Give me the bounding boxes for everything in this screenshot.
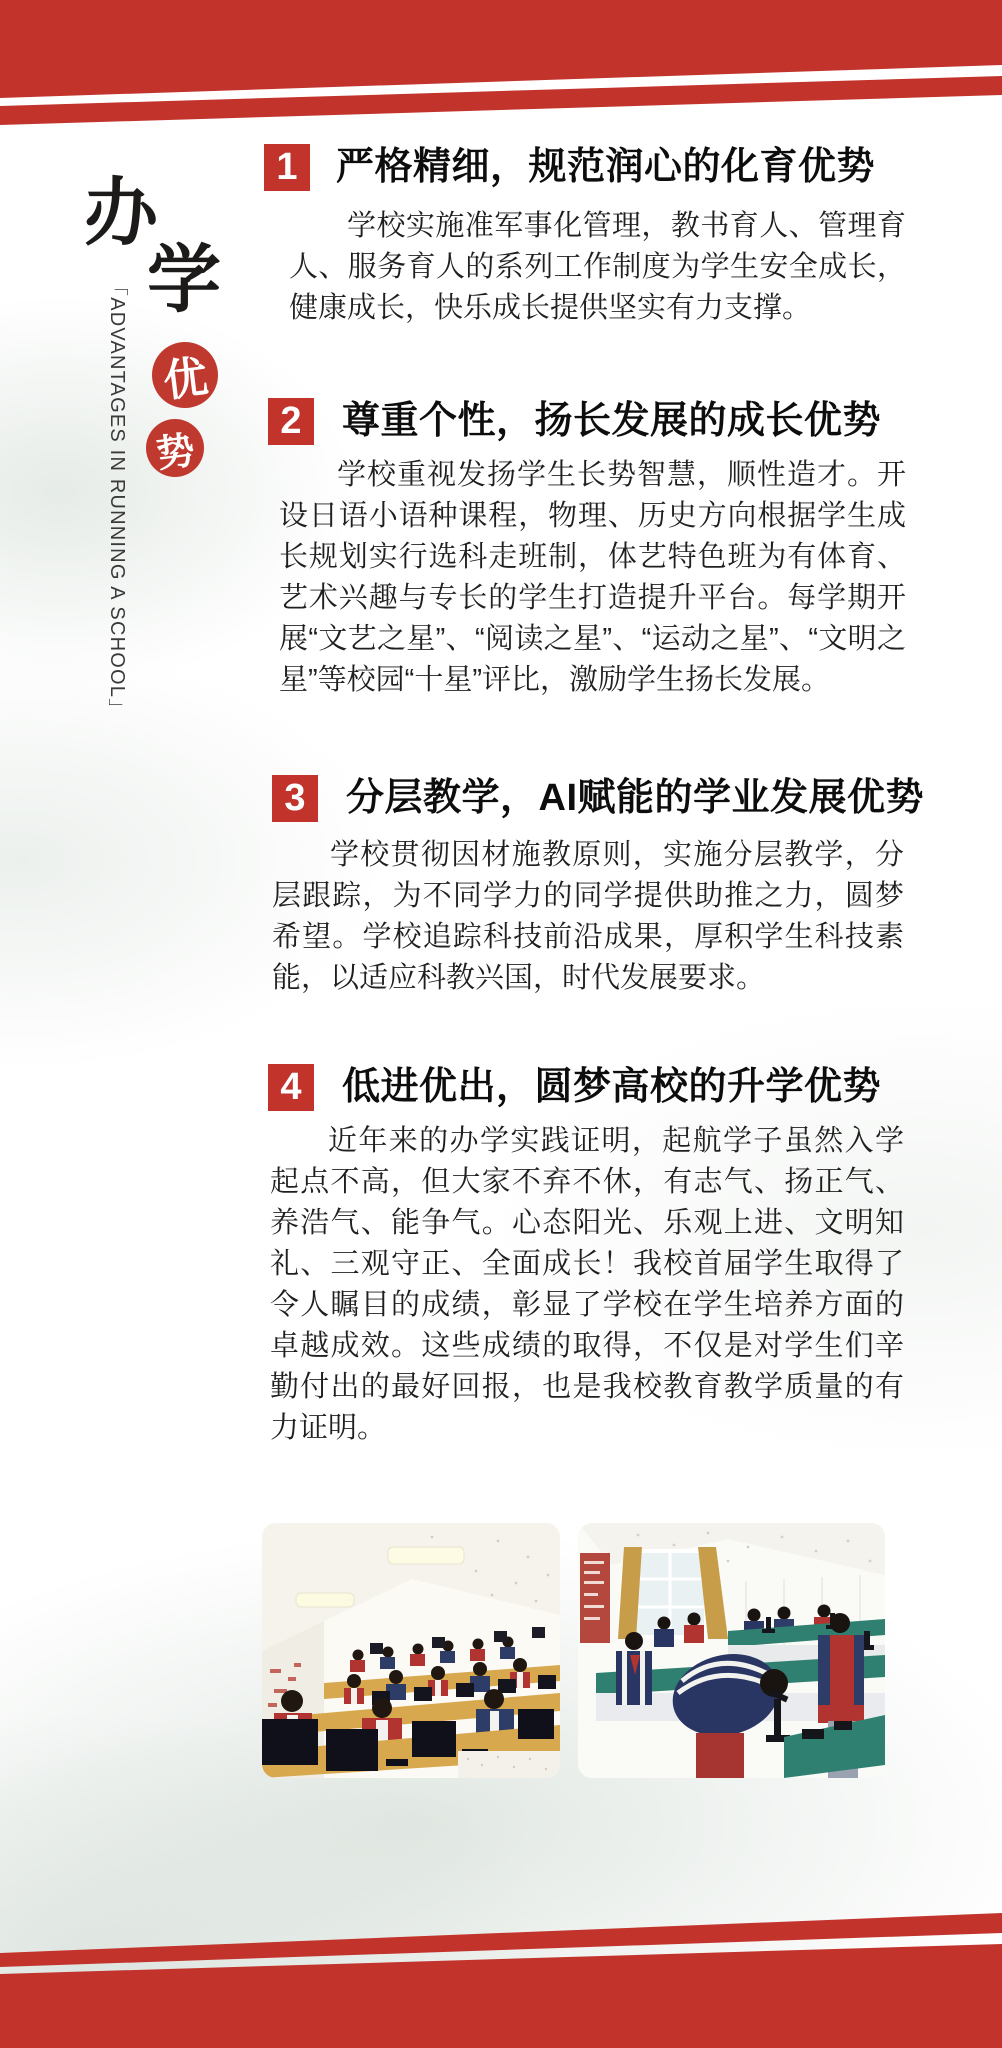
section-3-number-badge: 3: [272, 775, 318, 822]
sidebar-english-vertical: 「ADVANTAGES IN RUNNING A SCHOOL」: [106, 276, 128, 720]
section-2-number-badge: 2: [268, 398, 314, 445]
sidebar-char-xue: 学: [147, 237, 221, 323]
computer-classroom-photo: [262, 1523, 560, 1778]
seal-badge-shi: [146, 419, 204, 477]
wall-poster-board: [580, 1553, 610, 1643]
section-2-body: 学校重视发扬学生长势智慧，顺性造才。开设日语小语种课程，物理、历史方向根据学生成长规划实行选科走班制，体艺特色班为有体育、艺术兴趣与专长的学生打造提升平台。每学期开展“文艺之星”、“阅读之星”、“运动之星”、“文明之星”等校园“十星”评比，激励学生扬长发展。: [279, 459, 906, 696]
science-lab-photo: [578, 1523, 885, 1778]
seal-badge-you: [152, 342, 218, 408]
seal-char-shi: 势: [153, 426, 197, 476]
section-3-body: 学校贯彻因材施教原则，实施分层教学，分层跟踪，为不同学力的同学提供助推之力，圆梦希望。学校追踪科技前沿成果，厚积学生科技素能，以适应科教兴国，时代发展要求。: [272, 839, 904, 994]
section-4-title: 低进优出，圆梦高校的升学优势: [342, 1066, 882, 1108]
section-2-title: 尊重个性，扬长发展的成长优势: [342, 400, 882, 442]
section-1-number-badge: 1: [264, 144, 310, 191]
section-1-body: 学校实施准军事化管理，教书育人、管理育人、服务育人的系列工作制度为学生安全成长，健康成长，快乐成长提供坚实有力支撑。: [289, 210, 906, 324]
ceiling-light: [296, 1593, 354, 1607]
section-4-body: 近年来的办学实践证明，起航学子虽然入学起点不高，但大家不弃不休，有志气、扬正气、养浩气、能争气。心态阳光、乐观上进、文明知礼、三观守正、全面成长！我校首届学生取得了令人瞩目的成绩，彰显了学校在学生培养方面的卓越成效。这些成绩的取得，不仅是对学生们辛勤付出的最好回报，也是我校教育教学质量的有力证明。: [270, 1125, 904, 1444]
section-3-title: 分层教学，AI赋能的学业发展优势: [346, 777, 925, 819]
science-lab-illustration: [578, 1523, 885, 1778]
section-4-number-badge: 4: [268, 1064, 314, 1111]
desk-side-panel: [458, 1751, 560, 1778]
seal-char-you: 优: [160, 351, 211, 408]
window: [618, 1547, 728, 1639]
ceiling-light: [388, 1547, 464, 1564]
computer-classroom-illustration: [262, 1523, 560, 1778]
section-1-title: 严格精细，规范润心的化育优势: [336, 146, 876, 188]
sidebar-char-ban: 办: [84, 170, 158, 256]
